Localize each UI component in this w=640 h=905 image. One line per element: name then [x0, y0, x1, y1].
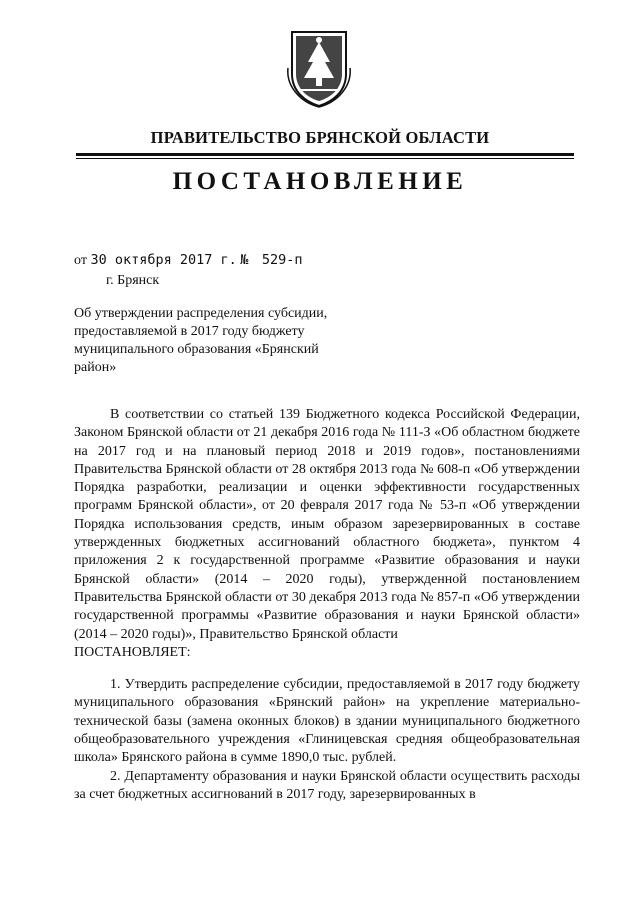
document-date: 30 октября 2017 г.: [90, 252, 237, 268]
preamble-paragraph: В соответствии со статьей 139 Бюджетного кодекса Российской Федерации, Законом Брянской области от 21 декабря 2016 года № 111-З «Об областном бюджете на 2017 год и на плановый период 2018 и 2019 годов», постановлениями Правительства Брянской области от 28 октября 2013 года № 608-п «Об утверждении Порядка разработки, реализации и оценки эффективности государственных программ Брянской области», от 20 февраля 2017 года № 53-п «Об утверждении Порядка использования средств, иным образом зарезервированных в составе утвержденных бюджетных ассигнований областного бюджета», пунктом 4 приложения 2 к государственной программе «Развитие образования и науки Брянской области» (2014 – 2020 годы), утвержденной постановлением Правительства Брянской области от 30 декабря 2013 года № 857-п «Об утверждении государственной программы «Развитие образования и науки Брянской области» (2014 – 2020 годы)», Правительство Брянской области: [74, 407, 580, 642]
date-number-line: [74, 252, 303, 269]
header-divider-thick: [76, 153, 574, 156]
document-number: 529-п: [261, 252, 303, 268]
document-subject: Об утверждении распределения субсидии, предоставляемой в 2017 году бюджету муниципального образования «Брянский район»: [74, 306, 328, 375]
item-2-paragraph: 2. Департаменту образования и науки Брянской области осуществить расходы за счет бюджетных ассигнований в 2017 году, зарезервированных в: [74, 768, 580, 802]
city: г. Брянск: [106, 273, 160, 288]
resolves-line: ПОСТАНОВЛЯЕТ:: [74, 644, 191, 660]
number-label: №: [240, 252, 249, 268]
item-1-paragraph: 1. Утвердить распределение субсидии, предоставляемой в 2017 году бюджету муниципального образования «Брянский район» на укрепление материально-технической базы (замена оконных блоков) в здании муниципального бюджетного общеобразовательного учреждения «Глиницевская средняя общеобразовательная школа» Брянского района в сумме 1890,0 тыс. рублей.: [74, 677, 580, 766]
document-body: [74, 406, 580, 804]
government-title: ПРАВИТЕЛЬСТВО БРЯНСКОЙ ОБЛАСТИ: [150, 128, 490, 147]
document-type: ПОСТАНОВЛЕНИЕ: [172, 168, 468, 195]
coat-of-arms-icon: [286, 28, 352, 108]
header-divider-thin: [76, 158, 574, 159]
from-label: от: [74, 253, 87, 268]
